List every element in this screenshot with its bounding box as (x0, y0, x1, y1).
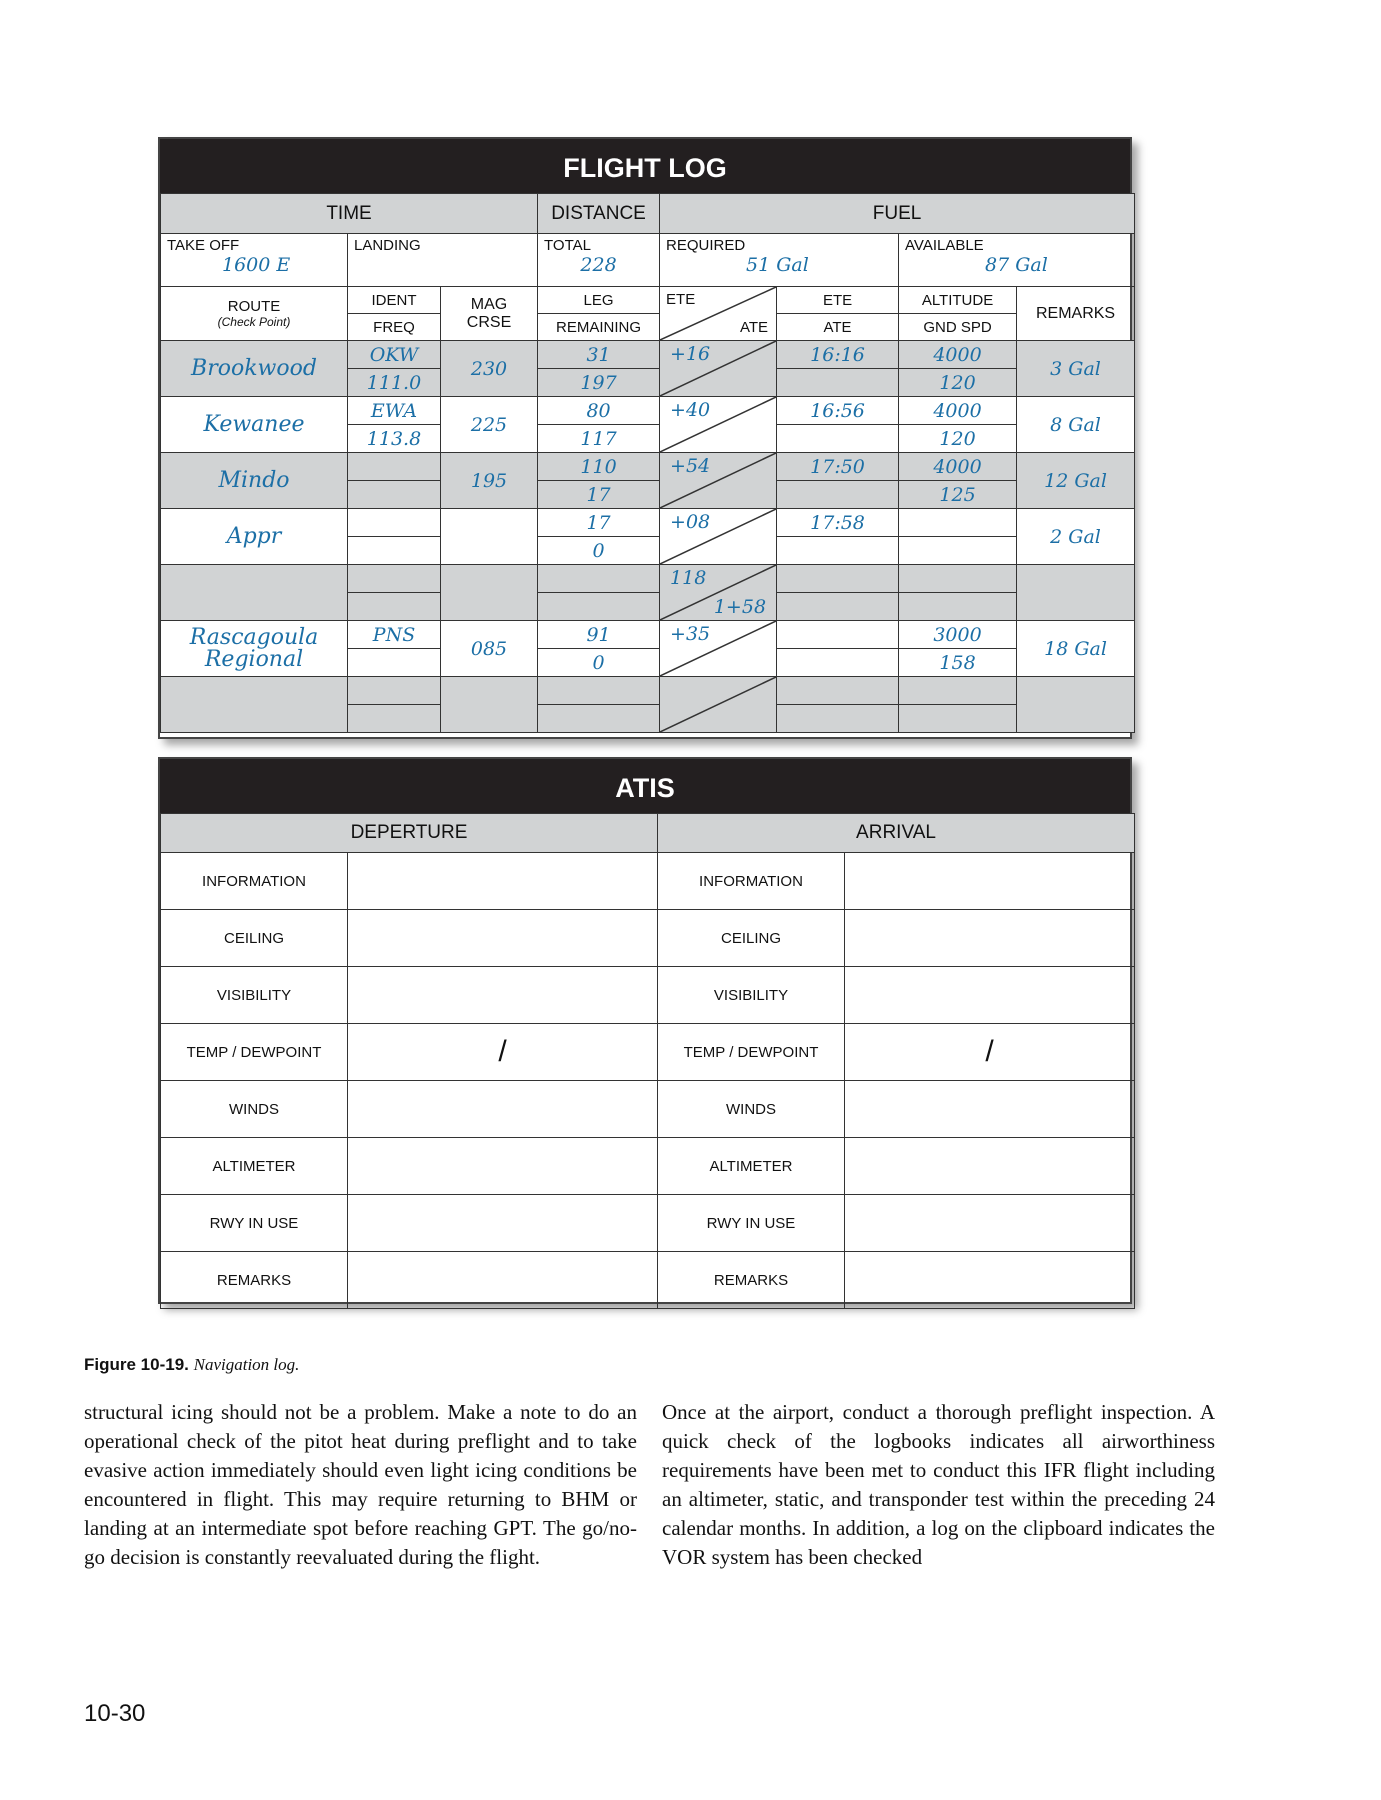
ate-value: 1+58 (713, 596, 767, 618)
remarks-cell[interactable]: 3 Gal (1017, 341, 1135, 397)
remarks-cell[interactable]: 2 Gal (1017, 509, 1135, 565)
freq-cell[interactable]: 111.0 (348, 369, 441, 397)
departure-row-label: ALTIMETER (161, 1138, 348, 1195)
table-row (161, 565, 1135, 593)
arrival-row-label: ALTIMETER (658, 1138, 845, 1195)
remaining-header: REMAINING (538, 314, 660, 341)
ident-cell[interactable] (348, 565, 441, 593)
required-label: REQUIRED (666, 237, 746, 254)
figure-label: Figure 10-19. (84, 1355, 189, 1374)
landing-cell[interactable] (348, 234, 538, 287)
departure-value-field[interactable] (348, 1252, 658, 1309)
remaining-cell[interactable] (538, 593, 660, 621)
table-row (161, 453, 1135, 481)
departure-value-field[interactable] (348, 967, 658, 1024)
leg-cell[interactable]: 31 (538, 341, 660, 369)
ete-ate-cell[interactable] (660, 677, 777, 733)
ete-ate-cell[interactable] (660, 397, 777, 453)
ete-value: +40 (670, 399, 711, 421)
departure-row-label: CEILING (161, 910, 348, 967)
departure-row-label: VISIBILITY (161, 967, 348, 1024)
page-number: 10-30 (84, 1700, 146, 1727)
arrival-value-field[interactable] (845, 1138, 1135, 1195)
leg-cell[interactable]: 91 (538, 621, 660, 649)
crse-cell[interactable]: 085 (441, 621, 538, 677)
ete-ate-cell[interactable] (660, 621, 777, 677)
remaining-cell[interactable]: 17 (538, 481, 660, 509)
departure-row-label: RWY IN USE (161, 1195, 348, 1252)
freq-cell[interactable] (348, 649, 441, 677)
crse-cell[interactable]: 195 (441, 453, 538, 509)
ate2-cell[interactable] (777, 649, 899, 677)
remaining-cell[interactable] (538, 705, 660, 733)
arrival-value-field[interactable] (845, 1195, 1135, 1252)
departure-row-label: INFORMATION (161, 853, 348, 910)
leg-cell[interactable] (538, 677, 660, 705)
ete-label: ETE (666, 291, 696, 308)
ete2-cell[interactable] (777, 621, 899, 649)
required-value: 51 Gal (746, 254, 809, 276)
departure-slash: / (498, 1035, 507, 1068)
ete-value: 118 (670, 567, 707, 589)
departure-value-field[interactable] (348, 1195, 658, 1252)
route-label: ROUTE (227, 298, 281, 315)
ate2-cell[interactable] (777, 537, 899, 565)
atis-row (161, 967, 1135, 1024)
altitude-cell[interactable] (899, 565, 1017, 593)
total-cell[interactable] (538, 234, 660, 287)
departure-value-field[interactable] (348, 1081, 658, 1138)
available-cell[interactable] (899, 234, 1135, 287)
figure-text: Navigation log. (193, 1355, 300, 1374)
leg-header: LEG (538, 287, 660, 314)
route-sublabel: (Check Point) (217, 315, 291, 329)
route-cell[interactable]: Brookwood (161, 341, 348, 397)
atis-rows (161, 853, 1135, 1309)
freq-cell[interactable] (348, 537, 441, 565)
gnd-spd-cell[interactable] (899, 537, 1017, 565)
ete2-cell[interactable] (777, 565, 899, 593)
table-row (161, 621, 1135, 649)
gnd-spd-cell[interactable] (899, 705, 1017, 733)
table-row (161, 397, 1135, 425)
route-cell[interactable] (161, 565, 348, 621)
crse-cell[interactable] (441, 565, 538, 621)
flight-log-rows (161, 341, 1135, 733)
altitude-cell[interactable]: 4000 (899, 453, 1017, 481)
atis-row (161, 1138, 1135, 1195)
available-value: 87 Gal (985, 254, 1048, 276)
route-cell[interactable] (161, 677, 348, 733)
flight-log-title: FLIGHT LOG (160, 139, 1130, 193)
atis-table (160, 813, 1135, 1309)
atis-row (161, 1024, 1135, 1081)
required-cell[interactable] (660, 234, 899, 287)
arrival-value-field[interactable] (845, 910, 1135, 967)
ate2-cell[interactable] (777, 705, 899, 733)
arrival-value-field[interactable] (845, 1081, 1135, 1138)
arrival-slash: / (985, 1035, 994, 1068)
atis-row (161, 910, 1135, 967)
remaining-cell[interactable]: 197 (538, 369, 660, 397)
ete-value: +16 (670, 343, 711, 365)
ete2-cell[interactable]: 17:58 (777, 509, 899, 537)
altitude-cell[interactable] (899, 509, 1017, 537)
departure-row-label: REMARKS (161, 1252, 348, 1309)
crse-cell[interactable] (441, 509, 538, 565)
ete-value: +08 (670, 511, 711, 533)
departure-value-field[interactable] (348, 1024, 658, 1081)
remarks-cell[interactable] (1017, 677, 1135, 733)
remarks-cell[interactable]: 18 Gal (1017, 621, 1135, 677)
total-value: 228 (580, 254, 617, 276)
ident-header: IDENT (348, 287, 441, 314)
altitude-cell[interactable]: 4000 (899, 397, 1017, 425)
ete-value: +35 (670, 623, 711, 645)
freq-cell[interactable] (348, 481, 441, 509)
arrival-row-label: WINDS (658, 1081, 845, 1138)
figure-caption (84, 1355, 299, 1375)
crse-cell[interactable]: 225 (441, 397, 538, 453)
arrival-row-label: VISIBILITY (658, 967, 845, 1024)
ete-ate-cell[interactable] (660, 341, 777, 397)
landing-label: LANDING (354, 237, 421, 254)
atis-row (161, 1195, 1135, 1252)
atis-title: ATIS (160, 759, 1130, 813)
freq-header: FREQ (348, 314, 441, 341)
arrival-value-field[interactable] (845, 853, 1135, 910)
altitude-cell[interactable]: 4000 (899, 341, 1017, 369)
crse-cell[interactable]: 230 (441, 341, 538, 397)
ete-ate-cell[interactable] (660, 509, 777, 565)
takeoff-cell[interactable] (161, 234, 348, 287)
flight-log-table (160, 193, 1135, 733)
arrival-value-field[interactable] (845, 1252, 1135, 1309)
takeoff-label: TAKE OFF (167, 237, 240, 254)
takeoff-value: 1600 E (222, 254, 291, 276)
route-header (161, 287, 348, 341)
table-row (161, 341, 1135, 369)
body-right-column: Once at the airport, conduct a thorough preflight inspection. A quick check of the logbooks indicates all airworthiness requirements have been met to conduct this IFR flight including an altimeter, static, and transponder test within the preceding 24 calendar months. In addition, a log on the clipboard indicates the VOR system has been checked (662, 1400, 1215, 1569)
route-cell[interactable]: Mindo (161, 453, 348, 509)
remarks-cell[interactable]: 8 Gal (1017, 397, 1135, 453)
leg-cell[interactable]: 17 (538, 509, 660, 537)
remarks-header: REMARKS (1017, 287, 1135, 341)
ate2-cell[interactable] (777, 593, 899, 621)
ident-cell[interactable]: OKW (348, 341, 441, 369)
gnd-spd-cell[interactable]: 125 (899, 481, 1017, 509)
arrival-header: ARRIVAL (658, 814, 1135, 853)
departure-row-label: WINDS (161, 1081, 348, 1138)
arrival-row-label: CEILING (658, 910, 845, 967)
ete2-cell[interactable]: 17:50 (777, 453, 899, 481)
ident-cell[interactable] (348, 509, 441, 537)
table-row (161, 677, 1135, 705)
remarks-cell[interactable]: 12 Gal (1017, 453, 1135, 509)
route-cell[interactable]: Appr (161, 509, 348, 565)
ident-cell[interactable]: EWA (348, 397, 441, 425)
arrival-row-label: INFORMATION (658, 853, 845, 910)
altitude-cell[interactable] (899, 677, 1017, 705)
gnd-spd-header: GND SPD (899, 314, 1017, 341)
ate-label: ATE (739, 319, 769, 336)
distance-group-header: DISTANCE (538, 194, 660, 234)
gnd-spd-cell[interactable]: 120 (899, 369, 1017, 397)
arrival-row-label: RWY IN USE (658, 1195, 845, 1252)
arrival-row-label: REMARKS (658, 1252, 845, 1309)
departure-value-field[interactable] (348, 910, 658, 967)
departure-row-label: TEMP / DEWPOINT (161, 1024, 348, 1081)
gnd-spd-cell[interactable] (899, 593, 1017, 621)
body-left-column: structural icing should not be a problem. Make a note to do an operational check of the pitot heat during preflight and to take evasive action immediately should even light icing conditions be encountered in flight. This may require returning to BHM or landing at an intermediate spot before reaching GPT. The go/no-go decision is constantly reevaluated during the flight. (84, 1400, 637, 1569)
ete-ate-divider (660, 677, 776, 732)
route-cell[interactable]: Kewanee (161, 397, 348, 453)
departure-header: DEPERTURE (161, 814, 658, 853)
arrival-value-field[interactable] (845, 1024, 1135, 1081)
freq-cell[interactable] (348, 705, 441, 733)
ident-cell[interactable] (348, 677, 441, 705)
total-label: TOTAL (544, 237, 591, 254)
flight-log-card (158, 137, 1132, 739)
ete-ate-cell[interactable] (660, 453, 777, 509)
remaining-cell[interactable]: 0 (538, 537, 660, 565)
freq-cell[interactable]: 113.8 (348, 425, 441, 453)
freq-cell[interactable] (348, 593, 441, 621)
arrival-row-label: TEMP / DEWPOINT (658, 1024, 845, 1081)
crse-cell[interactable] (441, 677, 538, 733)
ate2-cell[interactable] (777, 369, 899, 397)
time-group-header: TIME (161, 194, 538, 234)
ident-cell[interactable] (348, 453, 441, 481)
ate2-header: ATE (777, 314, 899, 341)
atis-card (158, 757, 1132, 1304)
ete-ate-header (660, 287, 777, 341)
gnd-spd-cell[interactable]: 158 (899, 649, 1017, 677)
leg-cell[interactable]: 80 (538, 397, 660, 425)
ete2-header: ETE (777, 287, 899, 314)
ete-ate-cell[interactable] (660, 565, 777, 621)
table-row (161, 509, 1135, 537)
atis-row (161, 1081, 1135, 1138)
departure-value-field[interactable] (348, 1138, 658, 1195)
crse-label: CRSE (466, 313, 512, 331)
remarks-cell[interactable] (1017, 565, 1135, 621)
atis-row (161, 1252, 1135, 1309)
altitude-header: ALTITUDE (899, 287, 1017, 314)
available-label: AVAILABLE (905, 237, 984, 254)
mag-label: MAG (470, 295, 508, 313)
ete2-cell[interactable]: 16:56 (777, 397, 899, 425)
leg-cell[interactable] (538, 565, 660, 593)
departure-value-field[interactable] (348, 853, 658, 910)
ate2-cell[interactable] (777, 425, 899, 453)
leg-cell[interactable]: 110 (538, 453, 660, 481)
remaining-cell[interactable]: 117 (538, 425, 660, 453)
route-cell[interactable]: Rascagoula Regional (161, 621, 348, 677)
ident-cell[interactable]: PNS (348, 621, 441, 649)
ete-value: +54 (670, 455, 711, 477)
remaining-cell[interactable]: 0 (538, 649, 660, 677)
altitude-cell[interactable]: 3000 (899, 621, 1017, 649)
ate2-cell[interactable] (777, 481, 899, 509)
arrival-value-field[interactable] (845, 967, 1135, 1024)
mag-crse-header (441, 287, 538, 341)
ete2-cell[interactable]: 16:16 (777, 341, 899, 369)
gnd-spd-cell[interactable]: 120 (899, 425, 1017, 453)
fuel-group-header: FUEL (660, 194, 1135, 234)
ete2-cell[interactable] (777, 677, 899, 705)
atis-row (161, 853, 1135, 910)
